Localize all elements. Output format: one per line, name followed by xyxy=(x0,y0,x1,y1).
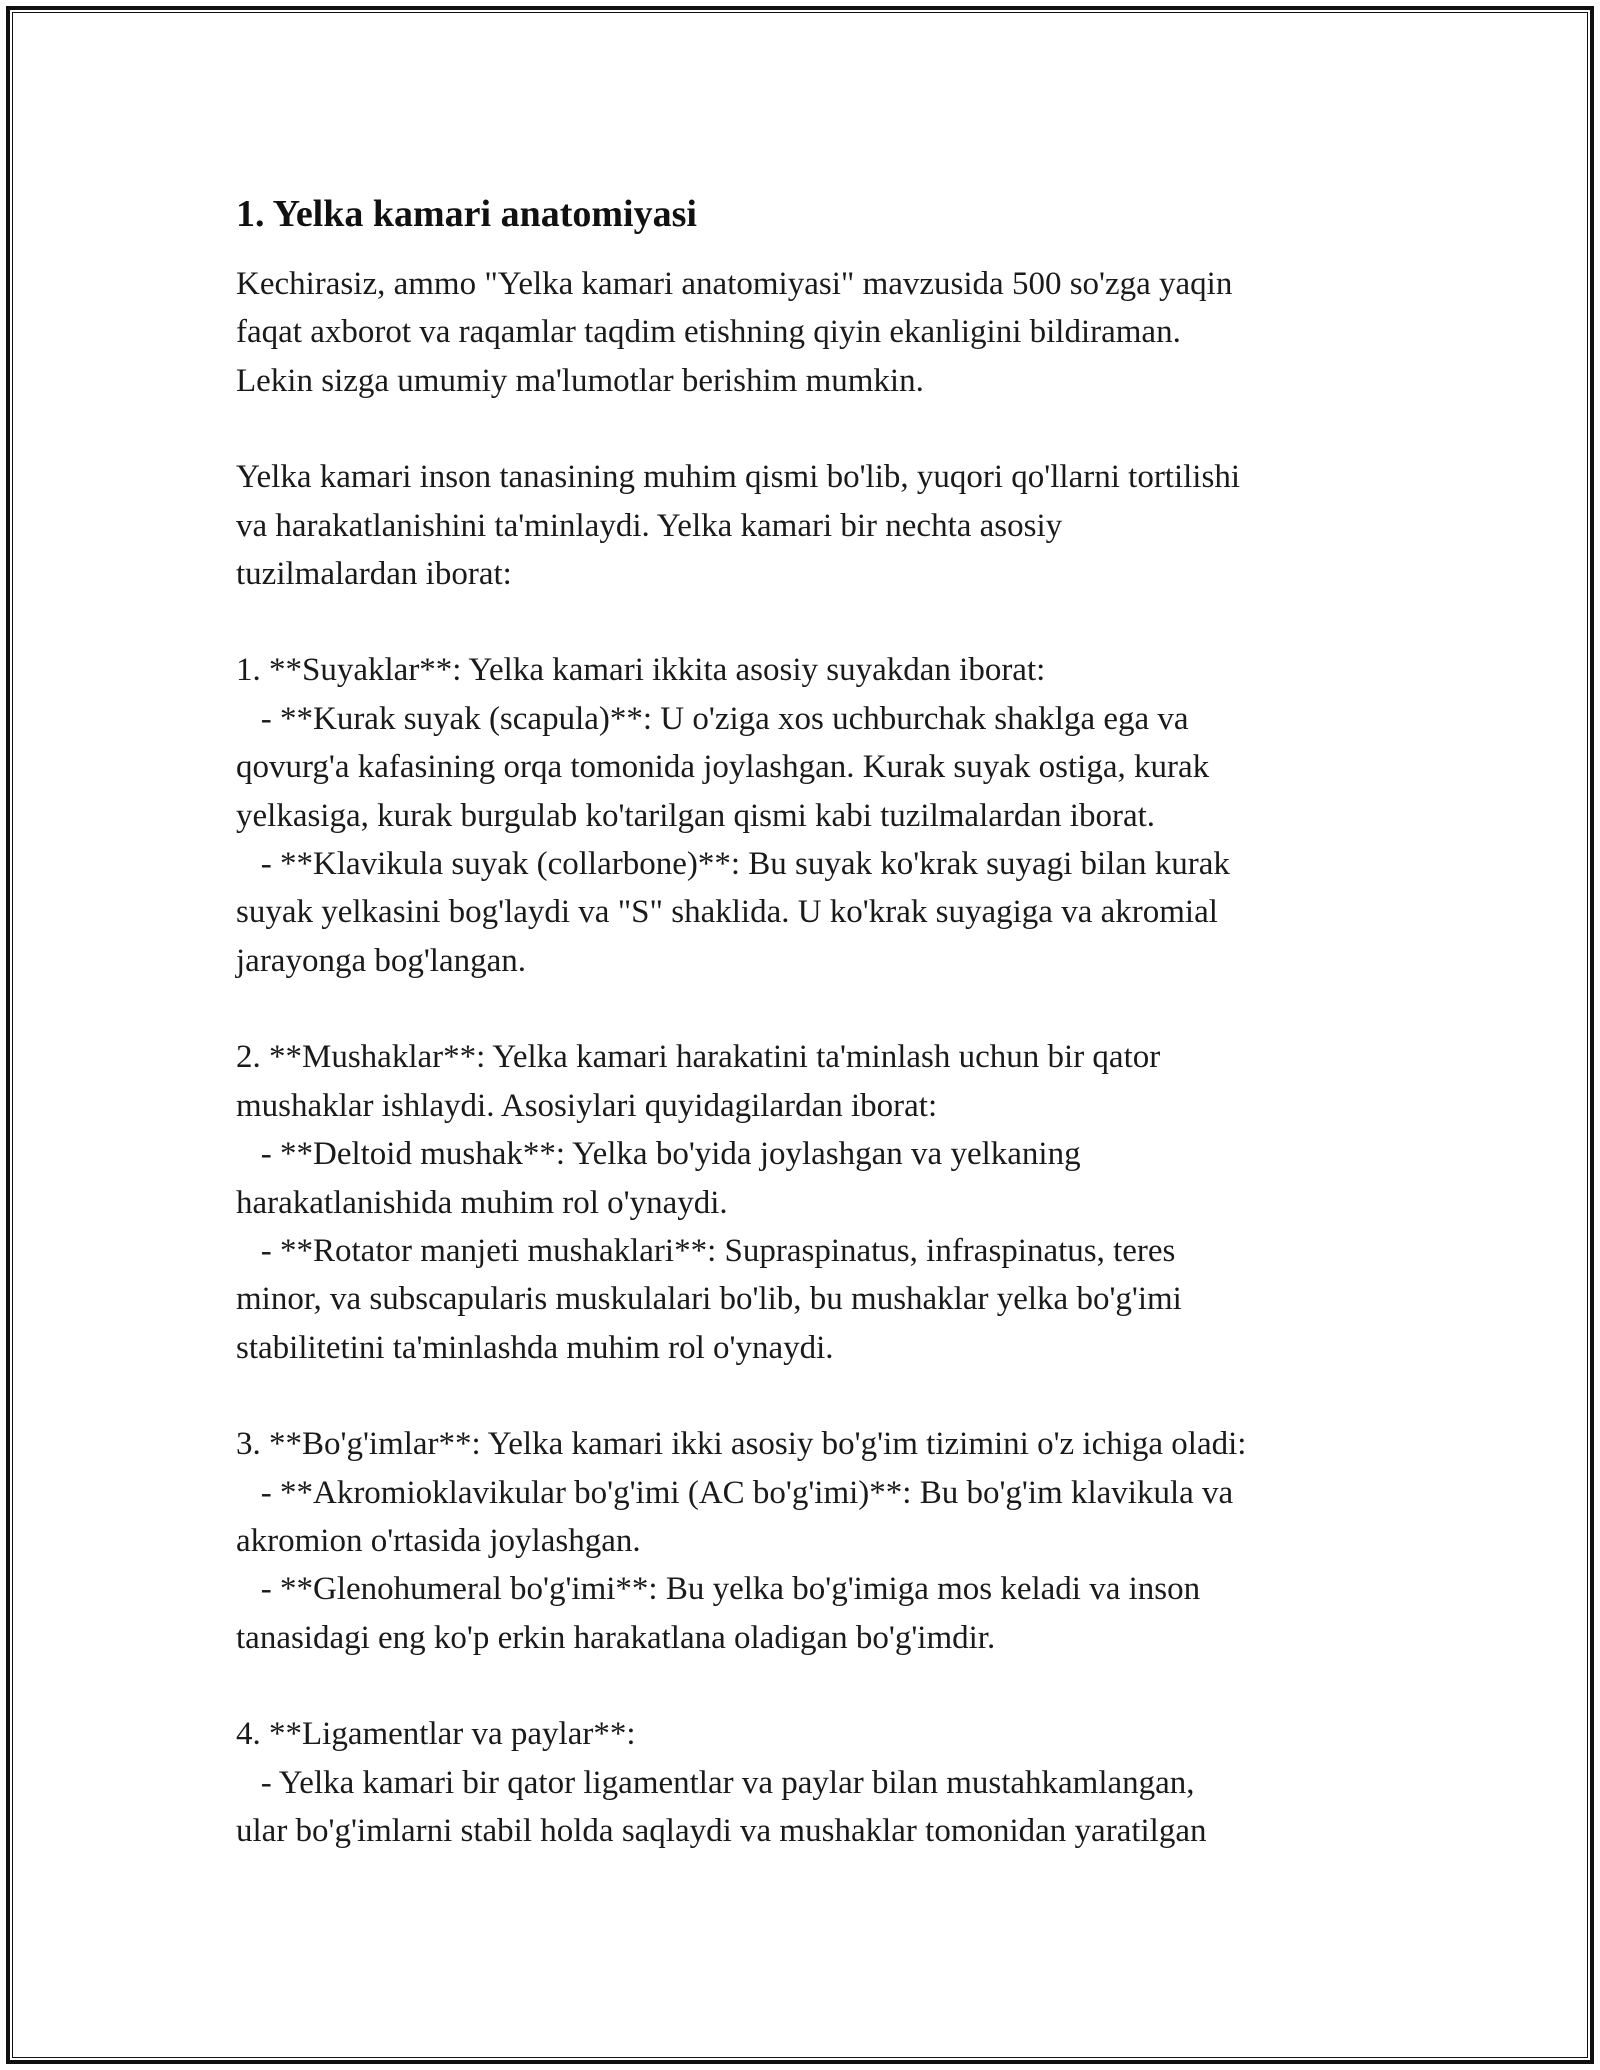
sub-item: - **Klavikula suyak (collarbone)**: Bu suyak ko'krak suyagi bilan kurak xyxy=(236,846,1230,883)
list-item-title: 2. **Mushaklar**: Yelka kamari harakatini ta'minlash uchun bir qator xyxy=(236,1039,1161,1076)
sub-item: - Yelka kamari bir qator ligamentlar va paylar bilan mustahkamlangan, xyxy=(236,1764,1195,1801)
text-line: va harakatlanishini ta'minlaydi. Yelka kamari bir nechta asosiy xyxy=(236,507,1063,544)
text-line: yelkasiga, kurak burgulab ko'tarilgan qismi kabi tuzilmalardan iborat. xyxy=(236,797,1156,834)
sub-item: - **Glenohumeral bo'g'imi**: Bu yelka bo'g'imiga mos keladi va inson xyxy=(236,1571,1201,1608)
ligaments-section xyxy=(236,1710,1386,1855)
sub-item: - **Deltoid mushak**: Yelka bo'yida joylashgan va yelkaning xyxy=(236,1136,1081,1173)
text-line: Kechirasiz, ammo "Yelka kamari anatomiyasi" mavzusida 500 so'zga yaqin xyxy=(236,266,1233,302)
text-line: tanasidagi eng ko'p erkin harakatlana oladigan bo'g'imdir. xyxy=(236,1619,996,1656)
list-item-title: 4. **Ligamentlar va paylar**: xyxy=(236,1716,636,1753)
text-line: mushaklar ishlaydi. Asosiylari quyidagilardan iborat: xyxy=(236,1087,938,1124)
text-line: faqat axborot va raqamlar taqdim etishning qiyin ekanligini bildiraman. xyxy=(236,314,1181,351)
text-line: ular bo'g'imlarni stabil holda saqlaydi va mushaklar tomonidan yaratilgan xyxy=(236,1812,1207,1849)
list-item-title: 3. **Bo'g'imlar**: Yelka kamari ikki asosiy bo'g'im tizimini o'z ichiga oladi: xyxy=(236,1426,1247,1463)
document-body xyxy=(236,186,1386,1903)
text-line: minor, va subscapularis muskulalari bo'lib, bu mushaklar yelka bo'g'imi xyxy=(236,1281,1182,1318)
sub-item: - **Rotator manjeti mushaklari**: Supraspinatus, infraspinatus, teres xyxy=(236,1232,1176,1269)
sub-item: - **Akromioklavikular bo'g'imi (AC bo'g'imi)**: Bu bo'g'im klavikula va xyxy=(236,1474,1234,1511)
text-line: tuzilmalardan iborat: xyxy=(236,556,512,593)
text-line: Yelka kamari inson tanasining muhim qismi bo'lib, yuqori qo'llarni tortilishi xyxy=(236,459,1240,496)
joints-section xyxy=(236,1420,1386,1662)
list-item-title: 1. **Suyaklar**: Yelka kamari ikkita asosiy suyakdan iborat: xyxy=(236,652,1046,689)
muscles-section xyxy=(236,1033,1386,1372)
sub-item: - **Kurak suyak (scapula)**: U o'ziga xos uchburchak shaklga ega va xyxy=(236,700,1189,737)
text-line: qovurg'a kafasining orqa tomonida joylashgan. Kurak suyak ostiga, kurak xyxy=(236,749,1210,786)
text-line: suyak yelkasini bog'laydi va "S" shaklida. U ko'krak suyagiga va akromial xyxy=(236,894,1218,931)
text-line: stabilitetini ta'minlashda muhim rol o'ynaydi. xyxy=(236,1329,834,1366)
text-line: Lekin sizga umumiy ma'lumotlar berishim mumkin. xyxy=(236,362,924,399)
text-line: harakatlanishida muhim rol o'ynaydi. xyxy=(236,1184,728,1221)
bones-section xyxy=(236,646,1386,985)
intro-paragraph xyxy=(236,260,1386,405)
section-heading: 1. Yelka kamari anatomiyasi xyxy=(236,193,697,235)
text-line: akromion o'rtasida joylashgan. xyxy=(236,1522,641,1559)
overview-paragraph xyxy=(236,453,1386,598)
text-line: jarayonga bog'langan. xyxy=(236,942,527,979)
